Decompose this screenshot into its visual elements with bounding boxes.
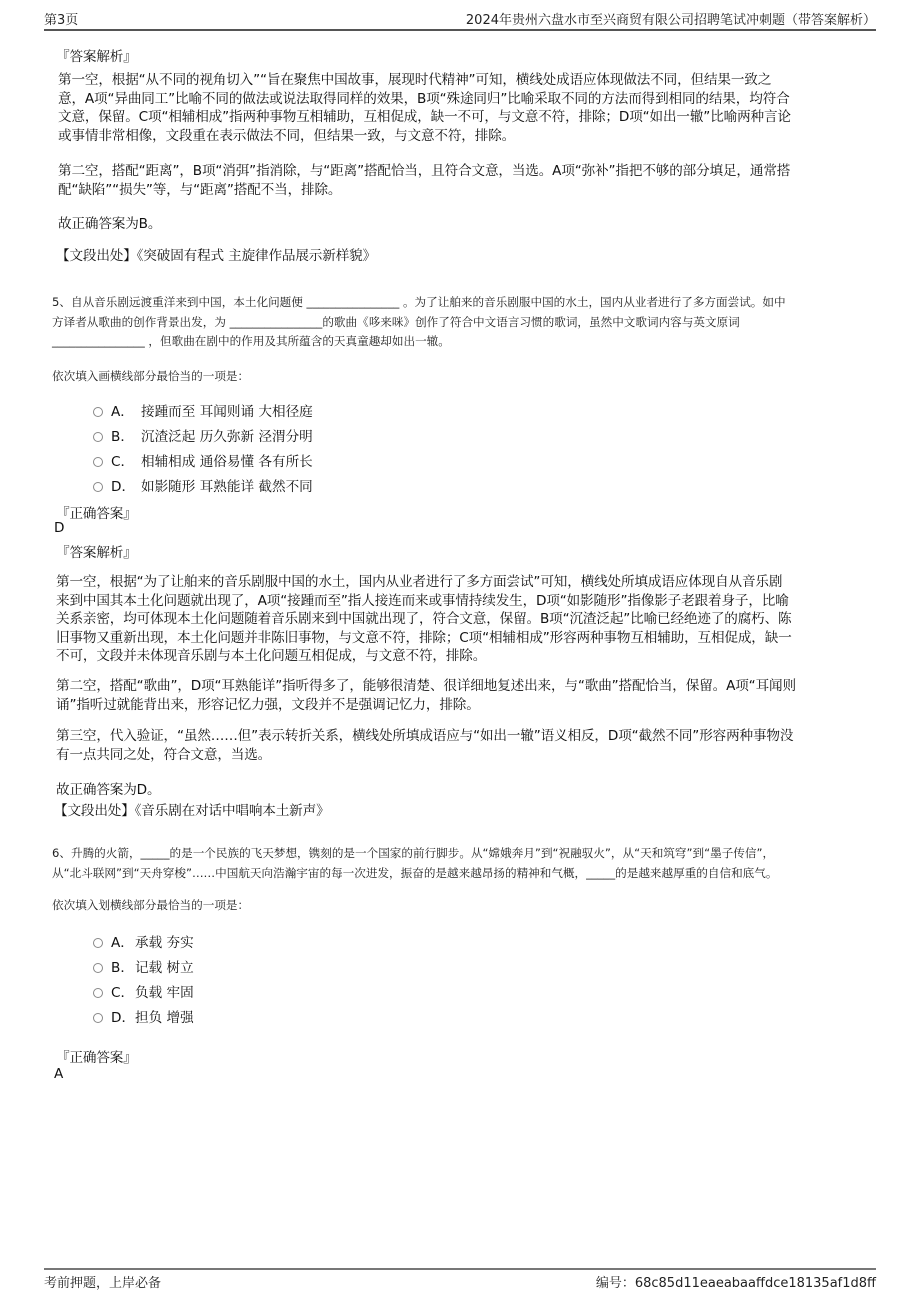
question-6-text bbox=[52, 844, 777, 883]
page-number: 第3页 bbox=[44, 13, 79, 28]
option-b[interactable] bbox=[93, 956, 194, 976]
text-line: 意，A项“异曲同工”比喻不同的做法或说法取得同样的效果，B项“殊途同归”比喻采取不同的方法而得到相同的结果，均符合 bbox=[58, 90, 790, 107]
text-line: 6、升腾的火箭，_____的是一个民族的飞天梦想，镌刻的是一个国家的前行脚步。从“嫦娥奔月”到“祝融驭火”，从“天和筑穹”到“墨子传信”， bbox=[52, 846, 775, 860]
radio-button-icon[interactable] bbox=[93, 432, 103, 442]
option-a[interactable] bbox=[93, 400, 313, 420]
option-c[interactable] bbox=[93, 981, 194, 1001]
footer-slogan: 考前押题，上岸必备 bbox=[44, 1276, 162, 1291]
text-line: 文意，保留。C项“相辅相成”指两种事物互相辅助，互相促成，缺一不可，与文意不符，排除；D项“如出一辙”比喻两种言论 bbox=[58, 109, 791, 126]
question-6-prompt: 依次填入划横线部分最恰当的一项是： bbox=[52, 898, 250, 912]
text-line: 诵”指听过就能背出来，形容记忆力强，文段并不是强调记忆力，排除。 bbox=[56, 696, 480, 713]
analysis-label: 『答案解析』 bbox=[56, 545, 137, 561]
document-id: 编号：68c85d11eaeabaaffdce18135af1d8ff bbox=[595, 1276, 876, 1291]
question-5-prompt: 依次填入画横线部分最恰当的一项是： bbox=[52, 369, 250, 383]
option-letter: A． bbox=[111, 935, 134, 951]
option-text: 相辅相成 通俗易懂 各有所长 bbox=[141, 454, 313, 470]
option-d[interactable] bbox=[93, 475, 313, 495]
option-text: 接踵而至 耳闻则诵 大相径庭 bbox=[141, 404, 313, 420]
option-letter: B． bbox=[111, 429, 134, 445]
radio-button-icon[interactable] bbox=[93, 988, 103, 998]
analysis-paragraph bbox=[56, 573, 792, 666]
option-letter: D． bbox=[111, 479, 136, 495]
text-line: 第二空，搭配“距离”，B项“消弭”指消除，与“距离”搭配恰当，且符合文意，当选。A项“弥补”指把不够的部分填足，通常搭 bbox=[58, 163, 791, 179]
text-line: 或事情非常相像，文段重在表示做法不同，但结果一致，与文意不符，排除。 bbox=[58, 127, 516, 144]
radio-button-icon[interactable] bbox=[93, 407, 103, 417]
option-letter: C． bbox=[111, 985, 135, 1001]
passage-source: 【文段出处】《突破固有程式 主旋律作品展示新样貌》 bbox=[56, 248, 377, 264]
header-divider bbox=[44, 29, 876, 31]
correct-answer-label: 『正确答案』 bbox=[56, 1050, 137, 1066]
text-line: 5、自从音乐剧远渡重洋来到中国，本土化问题便 ________________ 。为了让舶来的音乐剧服中国的水土，国内从业者进行了多方面尝试。如中 bbox=[52, 295, 786, 309]
option-letter: D． bbox=[111, 1010, 136, 1026]
correct-answer-label: 『正确答案』 bbox=[56, 506, 137, 522]
document-title: 2024年贵州六盘水市至兴商贸有限公司招聘笔试冲刺题（带答案解析） bbox=[465, 13, 876, 28]
footer-divider bbox=[44, 1268, 876, 1270]
option-text: 如影随形 耳熟能详 截然不同 bbox=[141, 479, 313, 495]
radio-button-icon[interactable] bbox=[93, 963, 103, 973]
correct-answer: A bbox=[54, 1066, 64, 1082]
option-letter: A． bbox=[111, 404, 134, 420]
radio-button-icon[interactable] bbox=[93, 1013, 103, 1023]
option-d[interactable] bbox=[93, 1006, 194, 1026]
option-text: 承载 夯实 bbox=[135, 935, 194, 951]
answer-conclusion: 故正确答案为D。 bbox=[56, 782, 161, 798]
text-line: 方译者从歌曲的创作背景出发，为 ________________的歌曲《哆来咪》创作了符合中文语言习惯的歌词，虽然中文歌词内容与英文原词 bbox=[52, 314, 740, 329]
text-line: 从“北斗联网”到“天舟穿梭”……中国航天向浩瀚宇宙的每一次进发，振奋的是越来越昂扬的精神和气概，_____的是越来越厚重的自信和底气。 bbox=[52, 865, 778, 880]
text-line: 不可，文段并未体现音乐剧与本土化问题互相促成，与文意不符，排除。 bbox=[56, 648, 487, 665]
radio-button-icon[interactable] bbox=[93, 938, 103, 948]
option-b[interactable] bbox=[93, 425, 313, 445]
option-text: 记载 树立 bbox=[135, 960, 194, 976]
text-line: 配“缺陷”“损失”等，与“距离”搭配不当，排除。 bbox=[58, 181, 342, 198]
analysis-paragraph bbox=[58, 162, 790, 199]
option-c[interactable] bbox=[93, 450, 313, 470]
radio-button-icon[interactable] bbox=[93, 457, 103, 467]
radio-button-icon[interactable] bbox=[93, 482, 103, 492]
answer-conclusion: 故正确答案为B。 bbox=[58, 216, 162, 232]
text-line: 关系亲密，均可体现本土化问题随着音乐剧来到中国就出现了，符合文意，保留。B项“沉渣泛起”比喻已经绝迹了的腐朽、陈 bbox=[56, 611, 792, 628]
text-line: 第一空，根据“为了让舶来的音乐剧服中国的水土，国内从业者进行了多方面尝试”可知，横线处所填成语应体现自从音乐剧 bbox=[56, 574, 783, 590]
text-line: 第二空，搭配“歌曲”，D项“耳熟能详”指听得多了，能够很清楚、很详细地复述出来，与“歌曲”搭配恰当，保留。A项“耳闻则 bbox=[56, 678, 796, 694]
question-5-text bbox=[52, 293, 786, 352]
text-line: 第一空，根据“从不同的视角切入”“旨在聚焦中国故事，展现时代精神”可知，横线处成语应体现做法不同，但结果一致之 bbox=[58, 72, 772, 88]
option-a[interactable] bbox=[93, 931, 194, 951]
analysis-paragraph bbox=[56, 727, 793, 764]
option-text: 沉渣泛起 历久弥新 泾渭分明 bbox=[141, 429, 313, 445]
option-letter: C． bbox=[111, 454, 135, 470]
text-line: 有一点共同之处，符合文意，当选。 bbox=[56, 746, 272, 763]
text-line: 来到中国其本土化问题就出现了，A项“接踵而至”指人接连而来或事情持续发生，D项“如影随形”指像影子老跟着身子，比喻 bbox=[56, 592, 789, 609]
analysis-paragraph bbox=[56, 677, 796, 714]
analysis-paragraph bbox=[58, 71, 791, 145]
correct-answer: D bbox=[54, 520, 65, 536]
passage-source: 【文段出处】《音乐剧在对话中唱响本土新声》 bbox=[54, 803, 330, 819]
text-line: 旧事物又重新出现，本土化问题并非陈旧事物，与文意不符，排除；C项“相辅相成”形容两种事物互相辅助，互相促成，缺一 bbox=[56, 629, 792, 646]
analysis-label: 『答案解析』 bbox=[56, 49, 137, 65]
option-text: 担负 增强 bbox=[135, 1010, 194, 1026]
text-line: 第三空，代入验证，“虽然……但”表示转折关系，横线处所填成语应与“如出一辙”语义相反，D项“截然不同”形容两种事物没 bbox=[56, 728, 794, 744]
text-line: ________________ ，但歌曲在剧中的作用及其所蕴含的天真童趣却如出一辙。 bbox=[52, 334, 450, 349]
option-text: 负载 牢固 bbox=[135, 985, 194, 1001]
option-letter: B． bbox=[111, 960, 134, 976]
